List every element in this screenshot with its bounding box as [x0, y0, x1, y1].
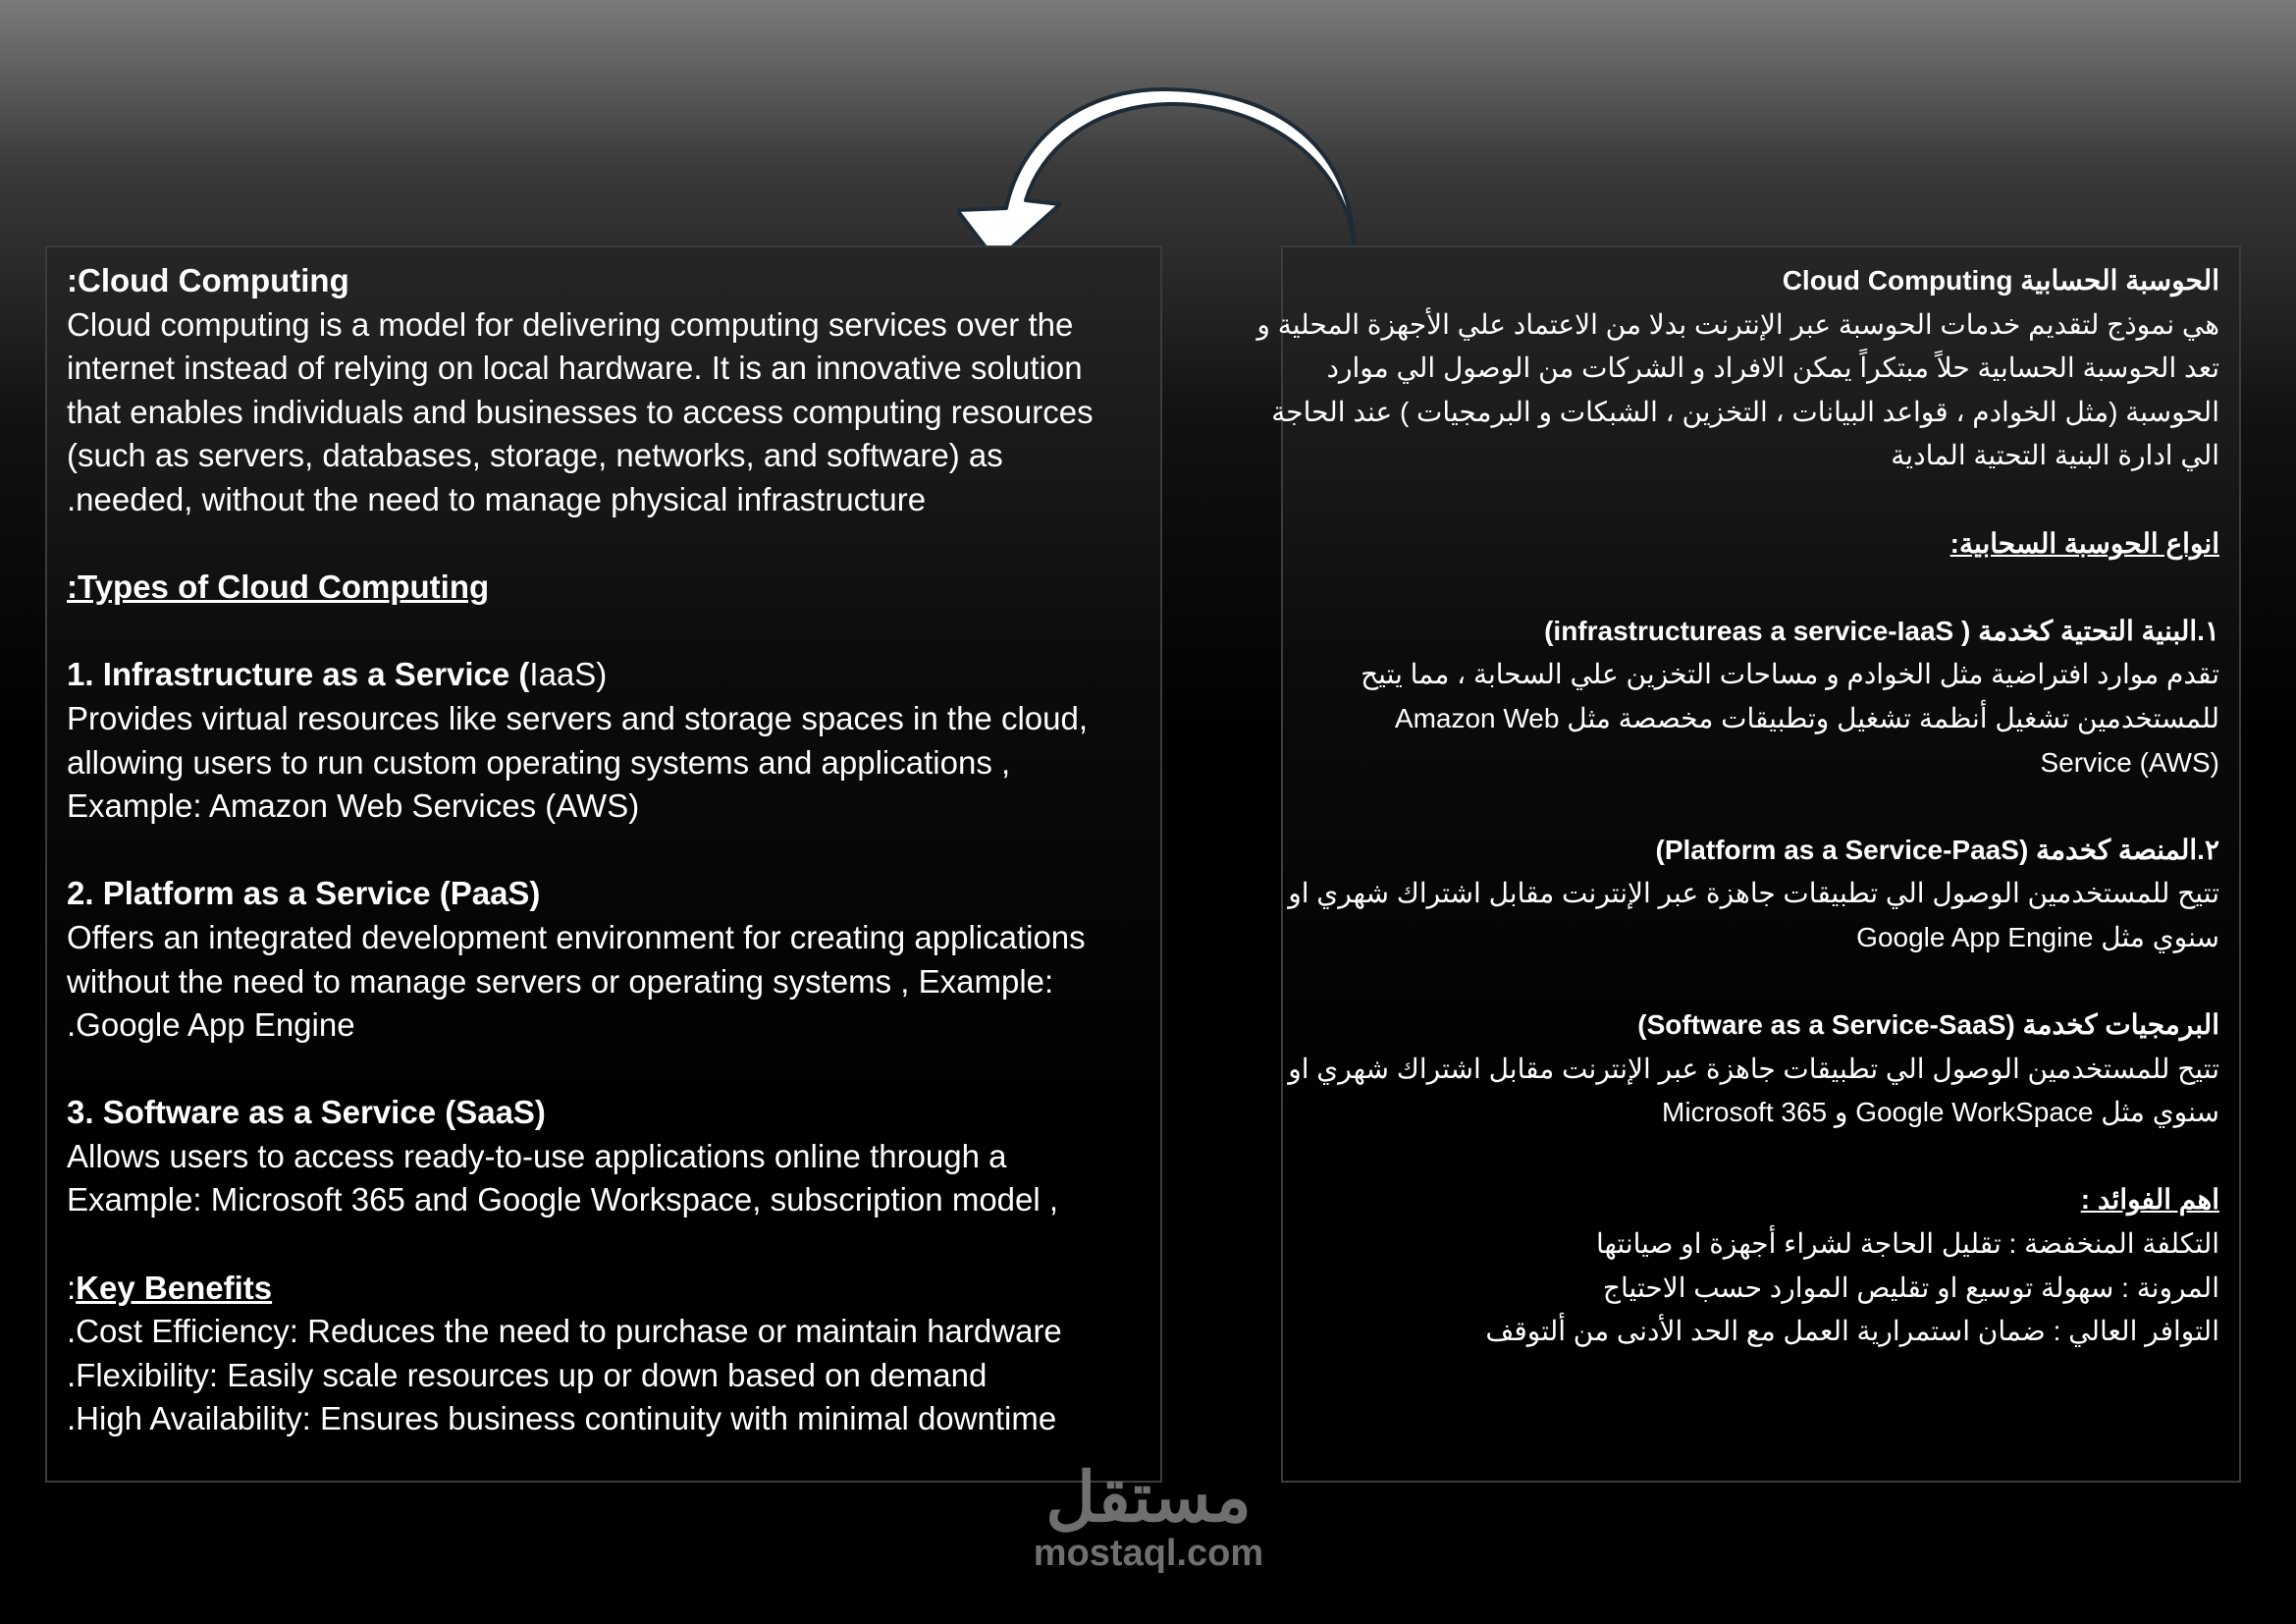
english-iaas-line: Example: Amazon Web Services (AWS) [67, 787, 640, 825]
watermark-latin: mostaql.com [1033, 1533, 1264, 1574]
arabic-saas-heading: البرمجيات كخدمة (Software as a Service-SaaS) [1637, 1009, 2219, 1041]
watermark-arabic: مستقل [1045, 1459, 1252, 1536]
arabic-intro-line: الي ادارة البنية التحتية المادية [1891, 440, 2219, 471]
english-benefit-item: .High Availability: Ensures business continuity with minimal downtime [67, 1400, 1057, 1437]
arabic-title: الحوسبة الحسابية Cloud Computing [1782, 265, 2219, 296]
arabic-benefit-item: المرونة : سهولة توسيع او تقليص الموارد حسب الاحتياج [1602, 1272, 2219, 1303]
arabic-paas-line: تتيح للمستخدمين الوصول الي تطبيقات جاهزة عبر الإنترنت مقابل اشتراك شهري او [1288, 878, 2219, 909]
english-paas-line: Offers an integrated development environment for creating applications [67, 918, 1086, 955]
english-iaas-heading: 1. Infrastructure as a Service (IaaS) [67, 656, 608, 693]
english-content [67, 259, 1147, 1441]
arabic-iaas-line: تقدم موارد افتراضية مثل الخوادم و مساحات التخزين علي السحابة ، مما يتيح [1361, 659, 2219, 690]
arabic-paas-line: سنوي مثل Google App Engine [1856, 921, 2219, 952]
mostaql-watermark-logo [1011, 1459, 1286, 1575]
english-benefit-item: .Cost Efficiency: Reduces the need to purchase or maintain hardware [67, 1313, 1062, 1350]
english-panel [45, 245, 1162, 1483]
arabic-intro-line: الحوسبة (مثل الخوادم ، قواعد البيانات ، التخزين ، الشبكات و البرمجيات ) عند الحاجة [1271, 396, 2219, 427]
arabic-panel [1256, 245, 2241, 1483]
english-saas-heading: 3. Software as a Service (SaaS) [67, 1094, 546, 1131]
arabic-intro-line: هي نموذج لتقديم خدمات الحوسبة عبر الإنترنت بدلا من الاعتماد علي الأجهزة المحلية و [1256, 308, 2219, 340]
english-iaas-line: Provides virtual resources like servers and storage spaces in the cloud, [67, 699, 1088, 736]
english-intro-line: .needed, without the need to manage physical infrastructure [67, 480, 927, 517]
arabic-types-heading: انواع الحوسبة السحابية: [1949, 527, 2219, 559]
arabic-paas-heading: ٢.المنصة كخدمة (Platform as a Service-PaaS) [1655, 834, 2219, 865]
english-intro-line: that enables individuals and businesses to access computing resources [67, 393, 1094, 430]
english-types-heading: :Types of Cloud Computing [67, 568, 490, 606]
arabic-intro-line: تعد الحوسبة الحسابية حلاً مبتكراً يمكن الافراد و الشركات من الوصول الي موارد [1326, 352, 2219, 384]
english-intro-line: (such as servers, databases, storage, networks, and software) as [67, 437, 1003, 474]
english-intro-line: Cloud computing is a model for delivering computing services over the [67, 305, 1074, 343]
english-saas-line: Allows users to access ready-to-use applications online through a [67, 1137, 1007, 1174]
arabic-iaas-line: Service (AWS) [2040, 746, 2219, 778]
english-title: :Cloud Computing [67, 262, 349, 298]
arabic-content [1256, 259, 2219, 1354]
english-paas-line: .Google App Engine [67, 1006, 355, 1044]
arabic-iaas-heading: ١.البنية التحتية كخدمة ( infrastructureas a service-IaaS) [1544, 615, 2219, 646]
english-benefit-item: .Flexibility: Easily scale resources up or down based on demand [67, 1356, 988, 1393]
english-benefits-heading: :Key Benefits [67, 1269, 273, 1306]
english-paas-heading: 2. Platform as a Service (PaaS) [67, 875, 541, 912]
english-paas-line: without the need to manage servers or operating systems , Example: [67, 962, 1054, 1000]
arabic-benefit-item: التكلفة المنخفضة : تقليل الحاجة لشراء أجهزة او صيانتها [1595, 1228, 2219, 1260]
english-saas-line: Example: Microsoft 365 and Google Workspace, subscription model , [67, 1181, 1059, 1218]
arabic-saas-line: تتيح للمستخدمين الوصول الي تطبيقات جاهزة عبر الإنترنت مقابل اشتراك شهري او [1288, 1053, 2219, 1084]
arabic-iaas-line: للمستخدمين تشغيل أنظمة تشغيل وتطبيقات مخصصة مثل Amazon Web [1394, 702, 2219, 733]
english-intro-line: internet instead of relying on local hardware. It is an innovative solution [67, 350, 1083, 387]
arabic-benefit-item: التوافر العالي : ضمان استمرارية العمل مع الحد الأدنى من ألتوقف [1485, 1316, 2219, 1347]
english-iaas-line: allowing users to run custom operating systems and applications , [67, 743, 1011, 781]
arabic-saas-line: سنوي مثل Google WorkSpace و Microsoft 365 [1662, 1097, 2219, 1128]
curved-arrow-icon [957, 86, 1369, 263]
arabic-benefits-heading: اهم الفوائد : [2080, 1184, 2219, 1216]
